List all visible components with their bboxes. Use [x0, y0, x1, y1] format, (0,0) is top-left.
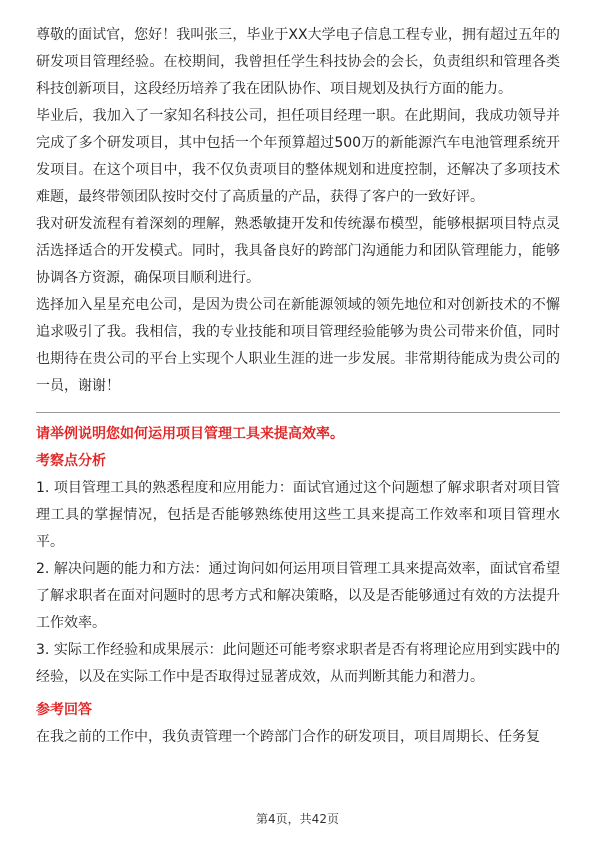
intro-paragraph: 选择加入星星充电公司，是因为贵公司在新能源领域的领先地位和对创新技术的不懈追求吸引了我。我相信，我的专业技能和项目管理经验能够为贵公司带来价值，同时也期待在贵公司的平台上实现个人职业生涯的进一步发展。非常期待能成为贵公司的一员，谢谢！ — [36, 297, 560, 394]
intro-paragraph: 我对研发流程有着深刻的理解，熟悉敏捷开发和传统瀑布模型，能够根据项目特点灵活选择适合的开发模式。同时，我具备良好的跨部门沟通能力和团队管理能力，能够协调各方资源，确保项目顺利进行。 — [36, 216, 560, 286]
question-title: 请举例说明您如何运用项目管理工具来提高效率。 — [36, 426, 344, 442]
analysis-heading: 考察点分析 — [36, 453, 106, 469]
page-number: 第4页，共42页 — [256, 812, 339, 826]
analysis-point: 3. 实际工作经验和成果展示：此问题还可能考察求职者是否有将理论应用到实践中的经验，以及在实际工作中是否取得过显著成效，从而判断其能力和潜力。 — [36, 642, 560, 685]
document-body — [36, 22, 560, 751]
reference-answer: 在我之前的工作中，我负责管理一个跨部门合作的研发项目，项目周期长、任务复 — [36, 729, 540, 745]
intro-paragraph: 毕业后，我加入了一家知名科技公司，担任项目经理一职。在此期间，我成功领导并完成了多个研发项目，其中包括一个年预算超过500万的新能源汽车电池管理系统开发项目。在这个项目中，我不仅负责项目的整体规划和进度控制，还解决了多项技术难题，最终带领团队按时交付了高质量的产品，获得了客户的一致好评。 — [36, 108, 560, 205]
section-divider — [36, 412, 560, 413]
intro-paragraph: 尊敬的面试官，您好！我叫张三，毕业于XX大学电子信息工程专业，拥有超过五年的研发项目管理经验。在校期间，我曾担任学生科技协会的会长，负责组织和管理各类科技创新项目，这段经历培养了我在团队协作、项目规划及执行方面的能力。 — [36, 27, 560, 97]
analysis-point: 1. 项目管理工具的熟悉程度和应用能力：面试官通过这个问题想了解求职者对项目管理工具的掌握情况，包括是否能够熟练使用这些工具来提高工作效率和项目管理水平。 — [36, 480, 560, 550]
analysis-point: 2. 解决问题的能力和方法：通过询问如何运用项目管理工具来提高效率，面试官希望了解求职者在面对问题时的思考方式和解决策略，以及是否能够通过有效的方法提升工作效率。 — [36, 561, 560, 631]
reference-heading: 参考回答 — [36, 702, 92, 718]
